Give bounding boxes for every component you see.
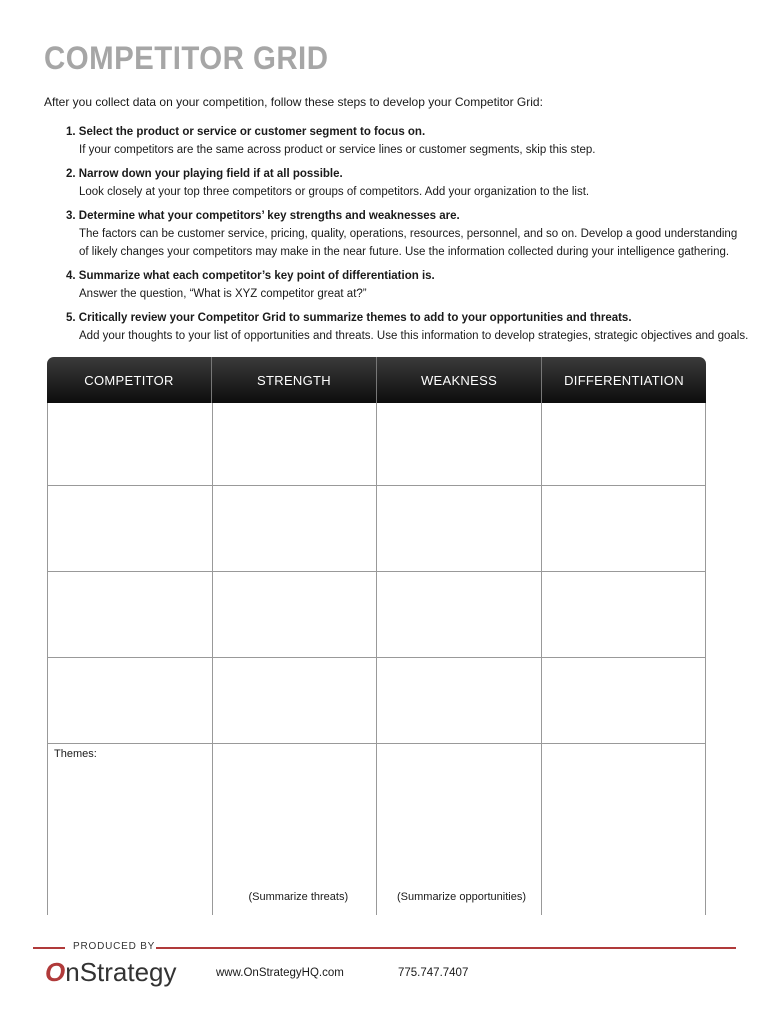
grid-row [47,572,706,658]
step-text: Answer the question, “What is XYZ competitor great at?” [79,288,367,300]
grid-cell-strength[interactable] [213,572,378,658]
logo-o: O [45,957,66,987]
step-number: 5. [66,312,76,324]
grid-cell-weakness[interactable] [377,572,542,658]
step-text: Add your thoughts to your list of opportunities and threats. Use this information to develop strategies, strategic objectives and goals. [79,330,749,342]
step-item [66,123,746,159]
onstrategy-logo [45,957,177,988]
themes-cell[interactable] [47,744,213,915]
step-item [66,207,746,261]
step-number: 3. [66,210,76,222]
grid-row [47,486,706,572]
step-number: 4. [66,270,76,282]
step-item [66,267,746,303]
grid-cell-differentiation[interactable] [542,486,707,572]
grid-cell-differentiation[interactable] [542,572,707,658]
step-heading: Determine what your competitors’ key strengths and weaknesses are. [78,210,460,222]
grid-cell-competitor[interactable] [47,403,213,486]
step-text: If your competitors are the same across product or service lines or customer segments, skip this step. [79,144,596,156]
step-text: of likely changes your competitors may make in the near future. Use the information collected during your intelligence gathering. [79,246,730,258]
step-item [66,165,746,201]
step-heading: Critically review your Competitor Grid to summarize themes to add to your opportunities and threats. [78,312,632,324]
threats-cell[interactable] [213,744,378,915]
grid-cell-differentiation[interactable] [542,403,707,486]
footer-divider-left [33,947,65,949]
website-link[interactable]: www.OnStrategyHQ.com [216,967,344,979]
step-item [66,309,749,345]
steps-list [66,123,749,351]
opportunities-cell[interactable] [377,744,542,915]
grid-cell-weakness[interactable] [377,486,542,572]
step-number: 1. [66,126,76,138]
step-text: The factors can be customer service, pricing, quality, operations, resources, personnel, and so on. Develop a good understanding [79,228,738,240]
grid-cell-strength[interactable] [213,486,378,572]
themes-row [47,744,706,915]
themes-extra-cell[interactable] [542,744,707,915]
grid-cell-strength[interactable] [213,658,378,744]
step-heading: Select the product or service or customer segment to focus on. [78,126,426,138]
grid-cell-weakness[interactable] [377,658,542,744]
produced-by-label: PRODUCED BY [73,941,156,952]
page-title: COMPETITOR GRID [44,40,329,76]
summarize-opportunities-label: (Summarize opportunities) [397,891,526,903]
grid-row [47,658,706,744]
step-heading: Narrow down your playing field if at all possible. [78,168,343,180]
grid-cell-competitor[interactable] [47,572,213,658]
header-competitor: COMPETITOR [47,357,212,403]
summarize-threats-label: (Summarize threats) [248,891,349,903]
grid-cell-strength[interactable] [213,403,378,486]
header-weakness: WEAKNESS [377,357,542,403]
grid-cell-differentiation[interactable] [542,658,707,744]
step-number: 2. [66,168,76,180]
grid-cell-weakness[interactable] [377,403,542,486]
step-text: Look closely at your top three competitors or groups of competitors. Add your organization to the list. [79,186,590,198]
grid-cell-competitor[interactable] [47,486,213,572]
grid-header [47,357,706,403]
phone-number: 775.747.7407 [398,967,469,979]
intro-text: After you collect data on your competition, follow these steps to develop your Competitor Grid: [44,95,543,109]
grid-row [47,403,706,486]
grid-cell-competitor[interactable] [47,658,213,744]
header-strength: STRENGTH [212,357,377,403]
competitor-grid [47,357,706,915]
step-heading: Summarize what each competitor’s key point of differentiation is. [78,270,435,282]
header-differentiation: DIFFERENTIATION [564,372,684,388]
footer-divider-right [156,947,736,949]
logo-text: nStrategy [65,957,177,987]
themes-label: Themes: [54,748,97,760]
